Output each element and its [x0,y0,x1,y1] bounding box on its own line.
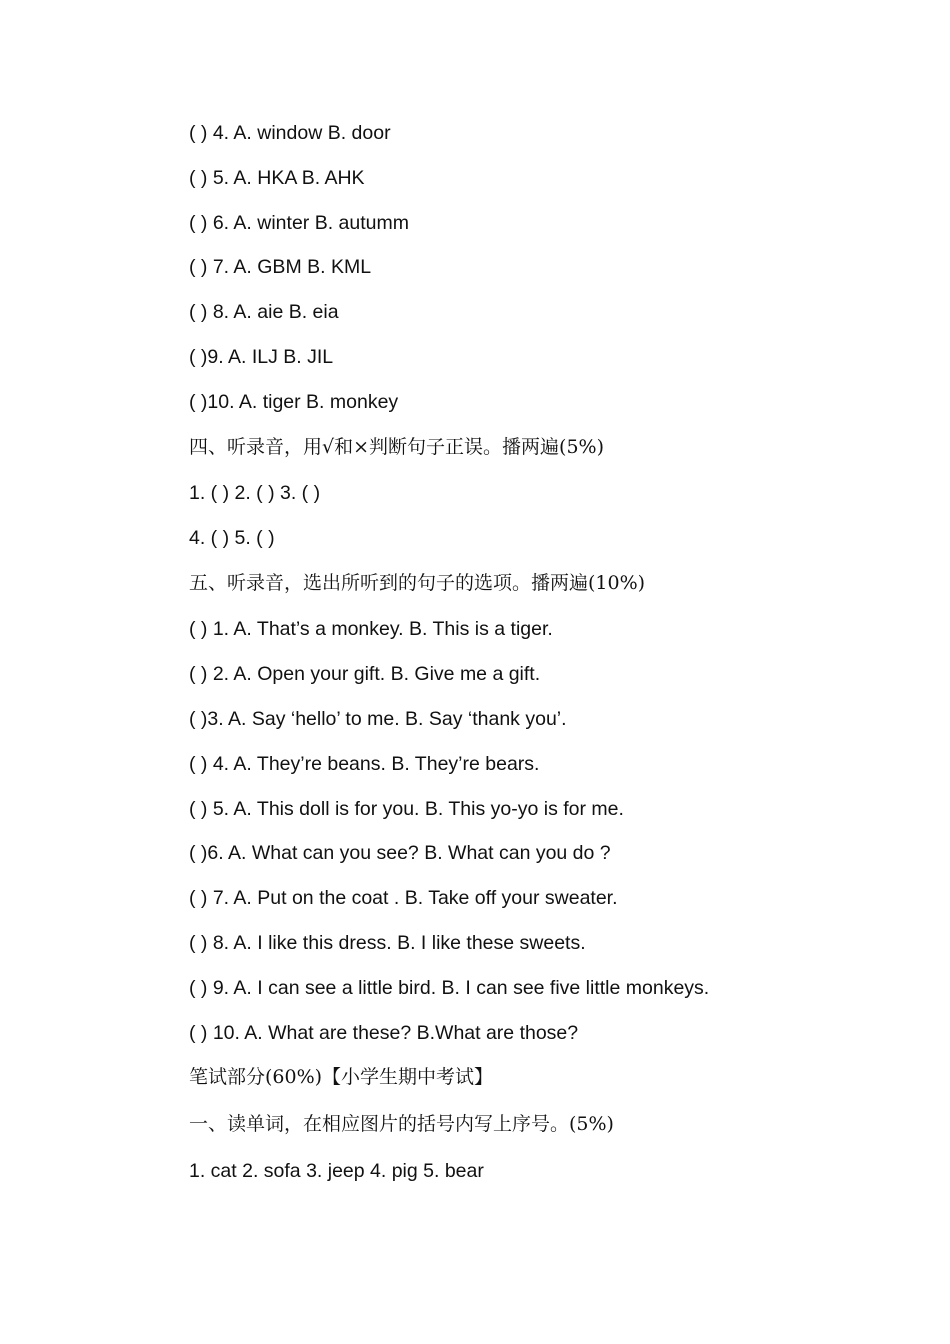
listening-item-5: ( ) 5. A. HKA B. AHK [189,166,365,189]
section-4-line-2: 4. ( ) 5. ( ) [189,526,275,549]
listening-item-9: ( )9. A. ILJ B. JIL [189,345,334,368]
section-5-heading: 五、听录音，选出所听到的句子的选项。播两遍(10%) [189,571,646,594]
listening-item-7: ( ) 7. A. GBM B. KML [189,256,372,279]
listening-item-10: ( )10. A. tiger B. monkey [189,390,399,413]
section-5-item-10: ( ) 10. A. What are these? B.What are those? [189,1021,579,1044]
section-5-item-8: ( ) 8. A. I like this dress. B. I like these sweets. [189,931,586,954]
listening-item-8: ( ) 8. A. aie B. eia [189,301,339,324]
section-4-line-1: 1. ( ) 2. ( ) 3. ( ) [189,482,321,505]
section-5-item-6: ( )6. A. What can you see? B. What can you do ? [189,842,611,865]
written-section-1-heading: 一、读单词，在相应图片的括号内写上序号。(5%) [189,1112,614,1135]
section-4-heading: 四、听录音，用√和×判断句子正误。播两遍(5%) [189,435,604,458]
section-5-item-9: ( ) 9. A. I can see a little bird. B. I can see five little monkeys. [189,976,710,999]
document-content [189,118,889,1186]
section-5-item-2: ( ) 2. A. Open your gift. B. Give me a gift. [189,663,541,686]
listening-item-6: ( ) 6. A. winter B. autumm [189,211,409,234]
section-5-item-5: ( ) 5. A. This doll is for you. B. This yo-yo is for me. [189,797,624,820]
written-section-1-words: 1. cat 2. sofa 3. jeep 4. pig 5. bear [189,1159,484,1182]
section-5-item-7: ( ) 7. A. Put on the coat . B. Take off your sweater. [189,887,618,910]
section-5-item-3: ( )3. A. Say ‘hello’ to me. B. Say ‘thank you’. [189,707,567,730]
listening-item-4: ( ) 4. A. window B. door [189,122,391,144]
section-5-item-4: ( ) 4. A. They’re beans. B. They’re bears. [189,752,540,775]
written-part-heading: 笔试部分(60%)【小学生期中考试】 [189,1066,494,1089]
section-5-item-1: ( ) 1. A. That’s a monkey. B. This is a tiger. [189,618,553,641]
